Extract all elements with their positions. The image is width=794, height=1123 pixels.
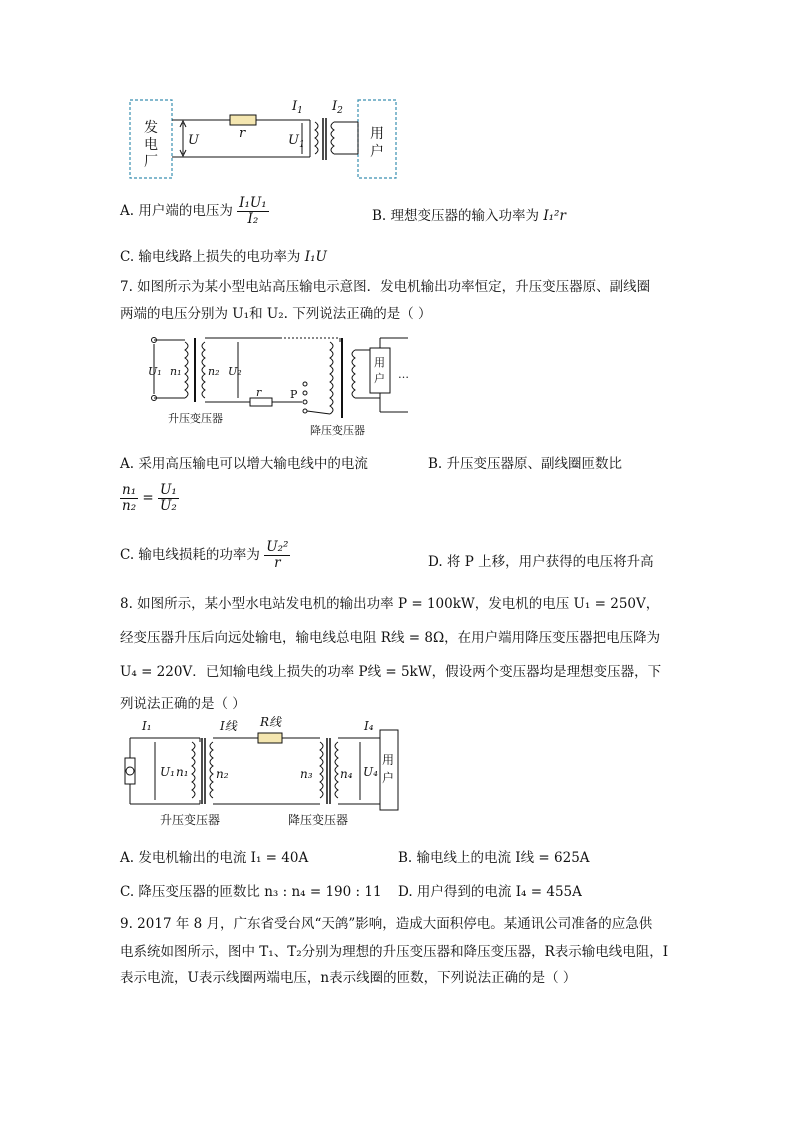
fig2-resistor [250,398,272,406]
q7-option-b-formula [120,483,179,514]
user-label-1: 用 [370,126,384,142]
q7-option-c-text: C. 输电线损耗的功率为 [120,547,260,563]
q9-stem-line3: 表示电流，U表示线圈两端电压，n表示线圈的匝数，下列说法正确的是（ ） [120,970,577,986]
fig3-resistor [258,733,282,743]
fig3-I1: I₁ [142,719,152,733]
r-label: r [239,126,246,141]
fig3-n1: n₁ [176,765,189,779]
q9-stem-line1: 9. 2017 年 8 月，广东省受台风“天鸽”影响，造成大面积停电。某通讯公司准备的应急供 [120,916,653,932]
q8-option-c: C. 降压变压器的匝数比 n₃ : n₄ = 190 : 11 [120,884,382,900]
q7-option-a: A. 采用高压输电可以增大输电线中的电流 [120,456,368,472]
q6-option-a-fraction [237,196,269,227]
fraction-num: n₁ [122,482,137,498]
q7-option-c-fraction [264,540,290,571]
user-label-2: 户 [370,144,384,160]
plant-label-3: 厂 [144,154,158,170]
fig2-user-2: 户 [374,372,385,385]
fig3-Rline: R线 [260,715,282,729]
q6-option-b-expr: I₁²r [543,208,566,224]
fraction-den: I₂ [247,211,259,227]
q6-option-c-text: C. 输电线路上损失的电功率为 [120,249,301,265]
fig2-user-box [370,348,390,393]
q7-b-eq: = [142,490,154,506]
U-label: U [188,133,199,148]
q7-option-d: D. 将 P 上移，用户获得的电压将升高 [428,554,654,570]
q6-option-b-text: B. 理想变压器的输入功率为 [372,208,540,224]
fig2-step-down: 降压变压器 [310,424,365,437]
fig3-U1: U₁ [160,765,175,779]
q7-option-b: B. 升压变压器原、副线圈匝数比 [428,456,623,472]
fig3-U4: U₄ [363,765,378,779]
figure-3-transmission [120,716,410,828]
fig3-user-2: 户 [382,771,395,785]
fraction-den: U₂ [160,498,177,514]
fig3-n3: n₃ [300,767,313,781]
fig3-user-box [380,730,398,810]
I1-label: $I_1$ [292,99,303,116]
q7-b-lhs [120,483,138,514]
figure-2-transmission [140,330,440,440]
q8-option-a: A. 发电机输出的电流 I₁ = 40A [120,850,309,866]
q8-stem-line1: 8. 如图所示，某小型水电站发电机的输出功率 P = 100kW，发电机的电压 U₁ = 250V， [120,596,660,612]
q6-option-b [372,204,566,224]
fraction-den: r [274,555,281,571]
plant-label-2: 电 [144,137,158,153]
q7-stem-line1: 7. 如图所示为某小型电站高压输电示意图．发电机输出功率恒定，升压变压器原、副线圈 [120,279,651,295]
fig2-step-up: 升压变压器 [168,412,223,425]
fig3-I4: I₄ [364,719,374,733]
fraction-num: U₂² [266,539,289,555]
q8-option-b: B. 输电线上的电流 I线 = 625A [398,850,590,866]
resistor-r [230,115,256,125]
plant-label-1: 发 [144,120,158,136]
q8-option-d: D. 用户得到的电流 I₄ = 455A [398,884,582,900]
figure-1-circuit [120,90,420,185]
q8-stem-line3: U₄ = 220V．已知输电线上损失的功率 P线 = 5kW，假设两个变压器均是理想变压器，下 [120,664,662,680]
fig3-step-down: 降压变压器 [288,813,349,827]
fig2-U1: U₁ [148,365,162,378]
fig2-U2: U₂ [228,365,242,378]
q6-option-c-expr: I₁U [304,249,327,265]
fig3-n2: n₂ [216,767,229,781]
fraction-den: n₂ [122,498,137,514]
I2-label: $I_2$ [332,99,343,116]
U1-label: $U_1$ [288,133,305,150]
q6-option-c [120,245,327,265]
fig2-dots: … [398,368,409,381]
q7-option-c [120,540,290,571]
q6-option-a [120,196,269,227]
fig2-n1: n₁ [170,365,182,378]
fraction-num: U₁ [160,482,177,498]
q8-stem-line2: 经变压器升压后向远处输电，输电线总电阻 R线 = 8Ω，在用户端用降压变压器把电压降为 [120,630,661,646]
fig3-Iline: I线 [220,719,237,733]
q6-option-a-text: A. 用户端的电压为 [120,203,233,219]
fig2-n2: n₂ [208,365,220,378]
fig3-user-1: 用 [382,753,395,767]
q9-stem-line2: 电系统如图所示，图中 T₁、T₂分别为理想的升压变压器和降压变压器，R表示输电线电阻，I [120,944,669,960]
fig2-user-1: 用 [374,356,385,369]
fig3-step-up: 升压变压器 [160,813,221,827]
fig3-n4: n₄ [340,767,353,781]
q7-stem-line2: 两端的电压分别为 U₁和 U₂. 下列说法正确的是（ ） [120,306,432,322]
fig2-r: r [256,386,262,399]
fraction-num: I₁U₁ [239,195,267,211]
q8-stem-line4: 列说法正确的是（ ） [120,696,246,712]
fig2-P: P [290,388,298,401]
q7-b-rhs [158,483,179,514]
